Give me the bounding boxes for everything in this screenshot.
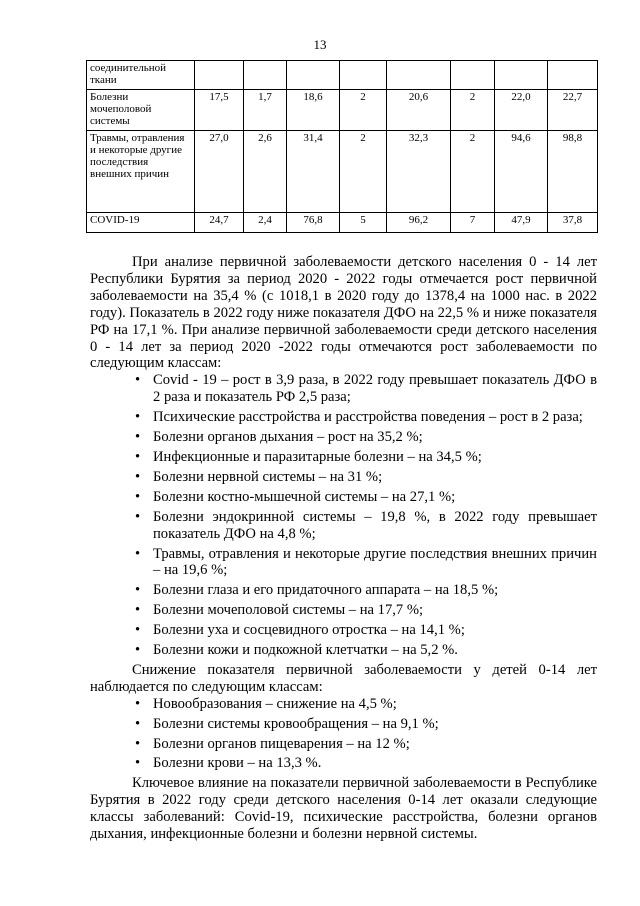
list-item: • Инфекционные и паразитарные болезни – на 34,5 %; [135,448,482,465]
paragraph-decline: Снижение показателя первичной заболеваемости у детей 0-14 лет наблюдается по следующим классам: [90,661,597,695]
list-item: • Болезни костно-мышечной системы – на 27,1 %; [135,488,456,505]
table-row [87,131,598,213]
table-cell: 2 [451,90,495,131]
bullet-icon: • [135,448,141,465]
bullet-icon: • [135,468,141,485]
list-item: • Психические расстройства и расстройства поведения – рост в 2 раза; [135,409,583,426]
paragraph-key-influence: Ключевое влияние на показатели первичной заболеваемости в Республике Бурятия в 2022 году среди детского населения 0-14 лет оказали следующие классы заболеваний: Covid-19, психические расстройства, болезни органов дыхания, инфекционные болезни и болезни нервной системы. [90,775,597,843]
table-cell: 1,7 [244,90,287,131]
table-cell: 2,4 [244,213,287,233]
table-cell: 22,7 [548,90,598,131]
bullet-icon: • [135,372,141,389]
table-cell: 76,8 [287,213,340,233]
table-cell [387,61,451,90]
list-item: • Болезни эндокринной системы – 19,8 %, в 2022 году превышает показатель ДФО на 4,8 %; [135,508,597,542]
table-cell: 2 [451,131,495,213]
table-cell [195,61,244,90]
list-item: • Новообразования – снижение на 4,5 %; [135,695,397,712]
table-cell: 20,6 [387,90,451,131]
list-item: • Болезни глаза и его придаточного аппарата – на 18,5 %; [135,582,499,599]
bullet-icon: • [135,582,141,599]
bullet-icon: • [135,735,141,752]
table-cell: 2,6 [244,131,287,213]
list-item: • Болезни органов пищеварения – на 12 %; [135,735,410,752]
table-cell: 18,6 [287,90,340,131]
paragraph-primary-morbidity: При анализе первичной заболеваемости детского населения 0 - 14 лет Республики Бурятия за период 2020 - 2022 годы отмечается рост первичной заболеваемости на 35,4 % (с 1018,1 в 2020 году до 1378,4 на 1000 нас. в 2022 году). Показатель в 2022 году ниже показателя ДФО на 22,5 % и ниже показателя РФ на 17,1 %. При анализе первичной заболеваемости среди детского населения 0 - 14 лет за период 2020 -2022 годы отмечаются рост заболеваемости по следующим классам: [90,254,597,372]
list-item: • Болезни органов дыхания – рост на 35,2 %; [135,429,423,446]
row-label: Болезни мочеполовой системы [87,90,195,131]
table-cell [451,61,495,90]
table-cell: 32,3 [387,131,451,213]
table-cell: 31,4 [287,131,340,213]
bullet-icon: • [135,488,141,505]
bullet-icon: • [135,755,141,772]
list-item: • Болезни уха и сосцевидного отростка – на 14,1 %; [135,622,465,639]
table-cell: 96,2 [387,213,451,233]
table-cell: 22,0 [495,90,548,131]
table-row [87,61,598,90]
table-cell: 5 [340,213,387,233]
list-item: • Болезни крови – на 13,3 %. [135,755,322,772]
bullet-icon: • [135,545,141,562]
bullet-icon: • [135,429,141,446]
table-row [87,213,598,233]
bullet-icon: • [135,508,141,525]
statistics-table [86,60,598,233]
row-label: COVID-19 [87,213,195,233]
list-item: • Болезни системы кровообращения – на 9,1 %; [135,715,439,732]
document-body [90,254,597,843]
row-label: Травмы, отравления и некоторые другие последствия внешних причин [87,131,195,213]
bullet-icon: • [135,642,141,659]
table-cell [495,61,548,90]
table-cell [244,61,287,90]
bullet-icon: • [135,602,141,619]
bullet-icon: • [135,715,141,732]
list-item: • Covid - 19 – рост в 3,9 раза, в 2022 году превышает показатель ДФО в 2 раза и показатель РФ 2,5 раза; [135,372,597,406]
page-number: 13 [313,37,327,52]
table-cell: 94,6 [495,131,548,213]
list-item: • Травмы, отравления и некоторые другие последствия внешних причин – на 19,6 %; [135,545,597,579]
list-item: • Болезни мочеполовой системы – на 17,7 %; [135,602,424,619]
table-cell: 7 [451,213,495,233]
table-cell: 17,5 [195,90,244,131]
table-cell: 2 [340,131,387,213]
bullet-icon: • [135,695,141,712]
table-cell: 27,0 [195,131,244,213]
table-cell: 98,8 [548,131,598,213]
table-cell [287,61,340,90]
table-cell: 37,8 [548,213,598,233]
growth-list [90,372,597,659]
row-label: соединительной ткани [87,61,195,90]
table-row [87,90,598,131]
table-cell [340,61,387,90]
table-cell: 2 [340,90,387,131]
bullet-icon: • [135,622,141,639]
table-cell [548,61,598,90]
list-item: • Болезни кожи и подкожной клетчатки – на 5,2 %. [135,642,458,659]
decline-list [90,696,597,773]
list-item: • Болезни нервной системы – на 31 %; [135,468,383,485]
table-cell: 47,9 [495,213,548,233]
table-cell: 24,7 [195,213,244,233]
bullet-icon: • [135,409,141,426]
